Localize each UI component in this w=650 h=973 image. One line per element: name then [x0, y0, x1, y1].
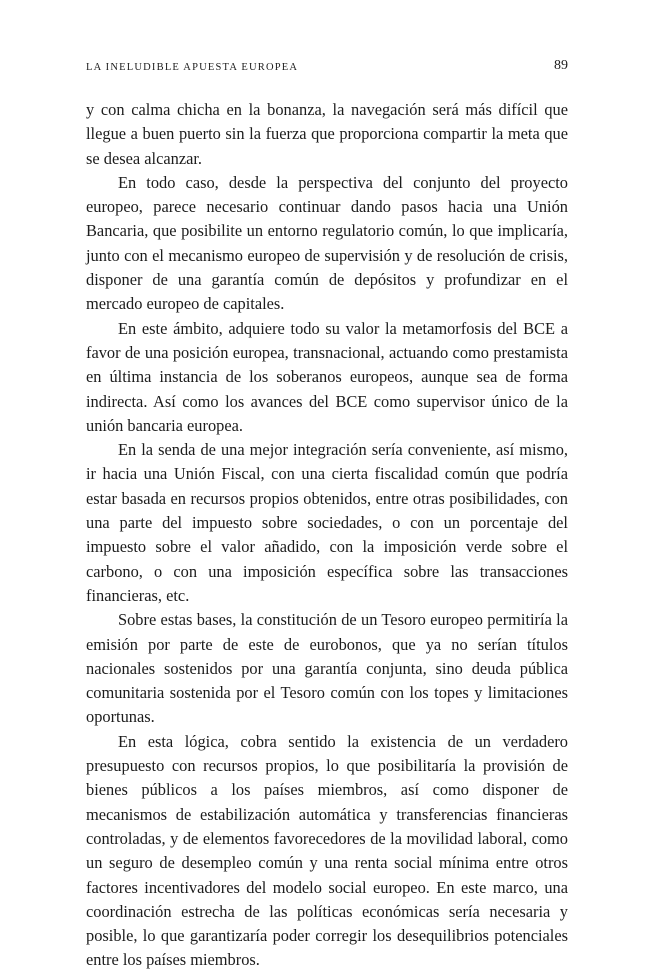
paragraph-european-treasury: Sobre estas bases, la constitución de un Tesoro europeo permitiría la emisión por parte de este de eurobonos, que ya no serían títulos nacionales sostenidos por una garantía conjunta, sino deuda pública comunitaria sostenida por el Tesoro común con los topes y limitaciones oportunas. [86, 610, 568, 727]
page-number: 89 [554, 58, 568, 73]
paragraph-common-budget: En esta lógica, cobra sentido la existencia de un verdadero presupuesto con recursos propios, lo que posibilitaría la provisión de bienes públicos a los países miembros, así como disponer de mecanismos de estabilización automática y transferencias financieras controladas, y de elementos favorecedores de la movilidad laboral, como un seguro de desempleo común y una renta social mínima entre otros factores incentivadores del modelo social europeo. En este marco, una coordinación estrecha de las políticas económicas sería necesaria y posible, lo que garantizaría poder corregir los desequilibrios potenciales entre los países miembros. [86, 731, 568, 970]
paragraph-banking-union: En todo caso, desde la perspectiva del conjunto del proyecto europeo, parece necesario continuar dando pasos hacia una Unión Bancaria, que posibilite un entorno regulatorio común, lo que implicaría, junto con el mecanismo europeo de supervisión y de resolución de crisis, disponer de una garantía común de depósitos y profundizar en el mercado europeo de capitales. [86, 172, 568, 314]
running-header [86, 58, 568, 78]
paragraph-continuation: y con calma chicha en la bonanza, la navegación será más difícil que llegue a buen puerto sin la fuerza que proporciona compartir la meta que se desea alcanzar. [86, 100, 568, 168]
body-text [86, 98, 568, 973]
paragraph-fiscal-union: En la senda de una mejor integración sería conveniente, así mismo, ir hacia una Unión Fiscal, con una cierta fiscalidad común que podría estar basada en recursos propios obtenidos, entre otras posibilidades, con una parte del impuesto sobre sociedades, o con un porcentaje del impuesto sobre el valor añadido, con la imposición verde sobre el carbono, o con una imposición específica sobre las transacciones financieras, etc. [86, 440, 568, 605]
paragraph-ecb: En este ámbito, adquiere todo su valor la metamorfosis del BCE a favor de una posición europea, transnacional, actuando como prestamista en última instancia de los soberanos europeos, aunque sea de forma indirecta. Así como los avances del BCE como supervisor único de la unión bancaria europea. [86, 318, 568, 435]
running-title: LA INELUDIBLE APUESTA EUROPEA [86, 62, 299, 73]
